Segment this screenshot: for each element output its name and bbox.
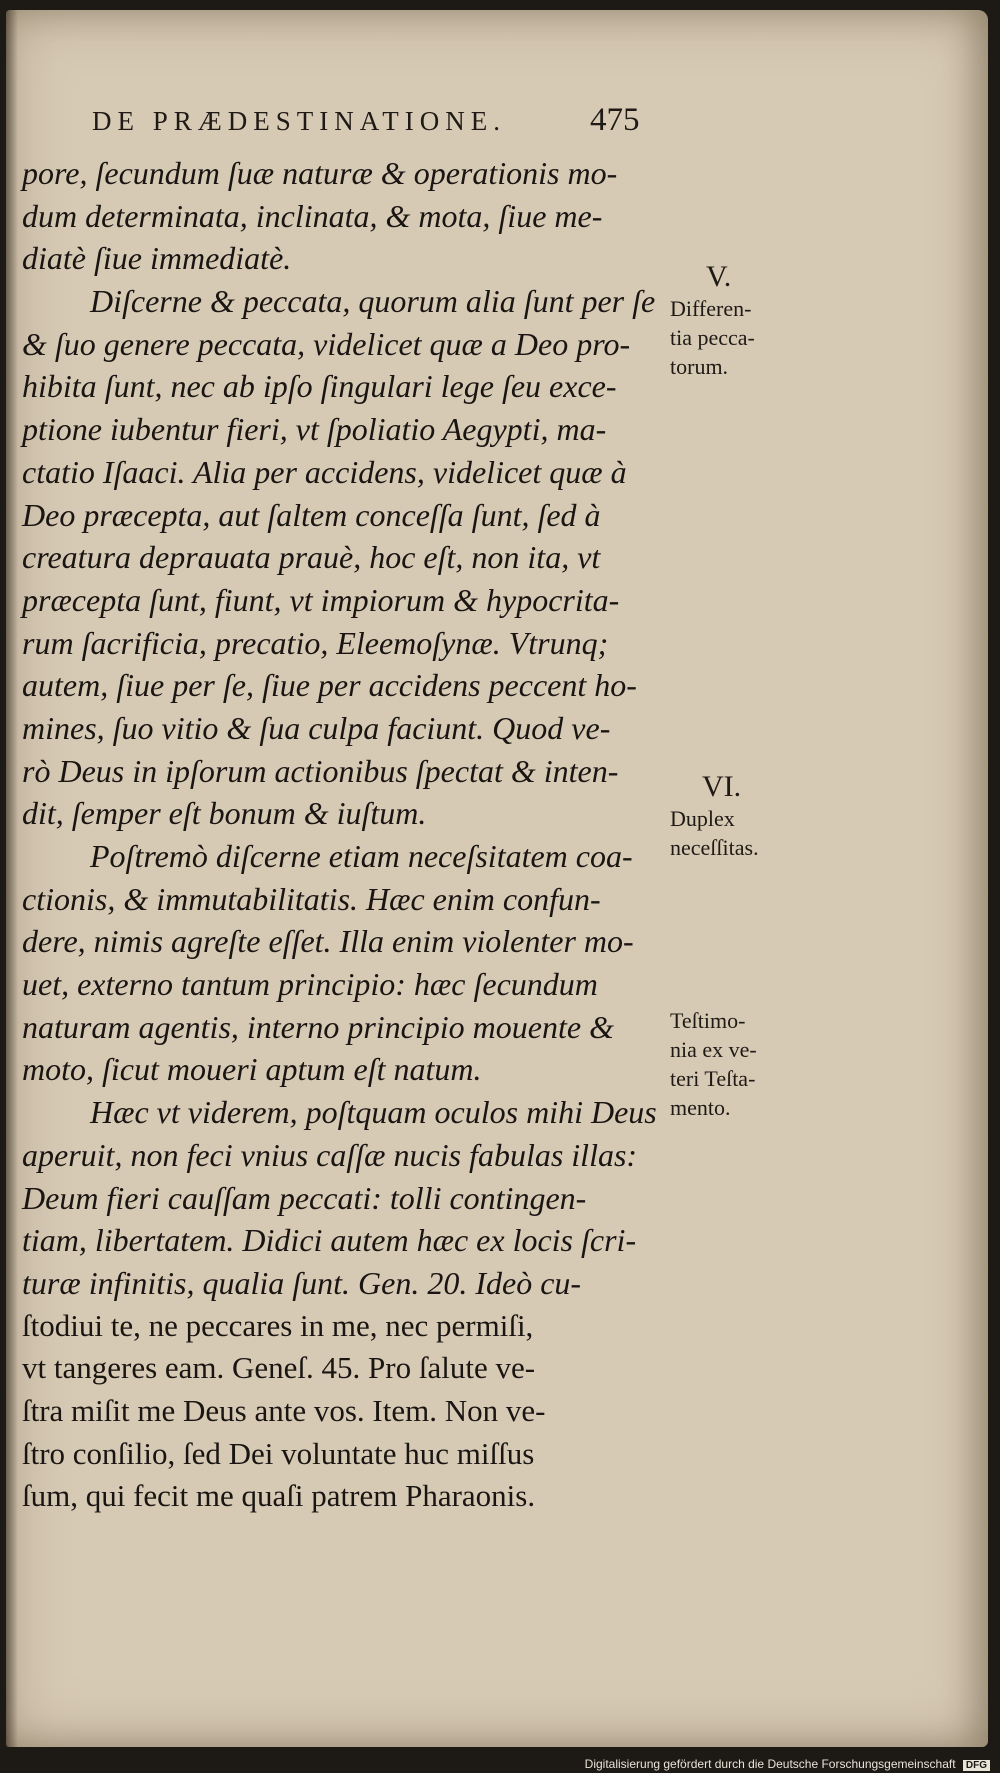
section-numeral: VI. xyxy=(702,770,742,803)
text-line: rum ſacrificia, precatio, Eleemoſynæ. Vtrunq; xyxy=(22,624,609,661)
text-line: ptione iubentur fieri, vt ſpoliatio Aegypti, ma- xyxy=(22,411,607,448)
text-line: Diſcerne & peccata, quorum alia ſunt per ſe xyxy=(90,283,656,320)
text-line: & ſuo genere peccata, videlicet quæ a Deo pro- xyxy=(22,325,631,362)
body-text xyxy=(22,152,682,1518)
marginal-note-testimonia xyxy=(670,1006,810,1122)
dfg-logo: DFG xyxy=(963,1760,990,1771)
text-line: dum determinata, inclinata, & mota, ſiue me- xyxy=(22,197,603,234)
text-line: dit, ſemper eſt bonum & iuſtum. xyxy=(22,795,427,832)
credit-text: Digitalisierung gefördert durch die Deutsche Forschungsgemeinschaft xyxy=(584,1757,956,1771)
note-line: teri Teſta- xyxy=(670,1066,756,1091)
running-title: DE PRÆDESTINATIONE. xyxy=(92,106,506,136)
note-line: Differen- xyxy=(670,296,752,321)
note-line: neceſſitas. xyxy=(670,835,759,860)
note-line: mento. xyxy=(670,1095,731,1120)
text-line: ctatio Iſaaci. Alia per accidens, videlicet quæ à xyxy=(22,453,627,490)
text-line: Poſtremò diſcerne etiam neceſsitatem coa- xyxy=(90,838,633,874)
note-line: Duplex xyxy=(670,806,735,831)
section-numeral: V. xyxy=(706,260,732,293)
text-line: vt tangeres eam. Geneſ. 45. Pro ſalute ve- xyxy=(22,1350,536,1386)
note-line: tia pecca- xyxy=(670,325,755,350)
text-line: uet, externo tantum principio: hæc ſecundum xyxy=(22,966,598,1003)
note-line: nia ex ve- xyxy=(670,1037,757,1062)
text-line: naturam agentis, interno principio mouente & xyxy=(22,1008,614,1045)
note-line: Teſtimo- xyxy=(670,1008,746,1033)
text-line: creatura deprauata prauè, hoc eſt, non ita, vt xyxy=(22,539,601,576)
text-line: dere, nimis agreſte eſſet. Illa enim violenter mo- xyxy=(22,923,634,960)
book-page xyxy=(6,10,988,1747)
text-line: præcepta ſunt, fiunt, vt impiorum & hypocrita- xyxy=(22,581,620,618)
note-line: torum. xyxy=(670,354,729,379)
text-line: tiam, libertatem. Didici autem hæc ex locis ſcri- xyxy=(22,1222,637,1259)
text-line: turæ infinitis, qualia ſunt. Gen. 20. Ideò cu- xyxy=(22,1264,582,1301)
text-line: ſum, qui fecit me quaſi patrem Pharaonis. xyxy=(22,1478,536,1514)
text-line: diatè ſiue immediatè. xyxy=(22,240,292,277)
text-line: Hæc vt viderem, poſtquam oculos mihi Deus xyxy=(90,1094,657,1131)
text-line: pore, ſecundum ſuæ naturæ & operationis mo- xyxy=(22,155,618,191)
digitization-credit xyxy=(585,1757,990,1771)
text-line: Deo præcepta, aut ſaltem conceſſa ſunt, ſed à xyxy=(22,496,601,533)
text-line: ſtro conſilio, ſed Dei voluntate huc miſſus xyxy=(22,1435,535,1471)
text-line: aperuit, non feci vnius caſſæ nucis fabulas illas: xyxy=(22,1136,638,1173)
marginal-note-differentia xyxy=(670,260,810,381)
page-number: 475 xyxy=(590,102,640,138)
marginal-note-necessitas xyxy=(670,770,810,862)
text-line: ſtodiui te, ne peccares in me, nec permiſi, xyxy=(22,1307,534,1343)
text-line: mines, ſuo vitio & ſua culpa faciunt. Quod ve- xyxy=(22,709,611,746)
text-line: Deum fieri cauſſam peccati: tolli contingen- xyxy=(22,1179,587,1216)
text-line: moto, ſicut moueri aptum eſt natum. xyxy=(22,1051,482,1088)
text-line: ctionis, & immutabilitatis. Hæc enim confun- xyxy=(22,880,601,917)
text-line: autem, ſiue per ſe, ſiue per accidens peccent ho- xyxy=(22,667,637,704)
text-line: hibita ſunt, nec ab ipſo ſingulari lege ſeu exce- xyxy=(22,368,617,405)
text-line: rò Deus in ipſorum actionibus ſpectat & inten- xyxy=(22,752,619,789)
text-line: ſtra miſit me Deus ante vos. Item. Non ve- xyxy=(22,1392,546,1428)
